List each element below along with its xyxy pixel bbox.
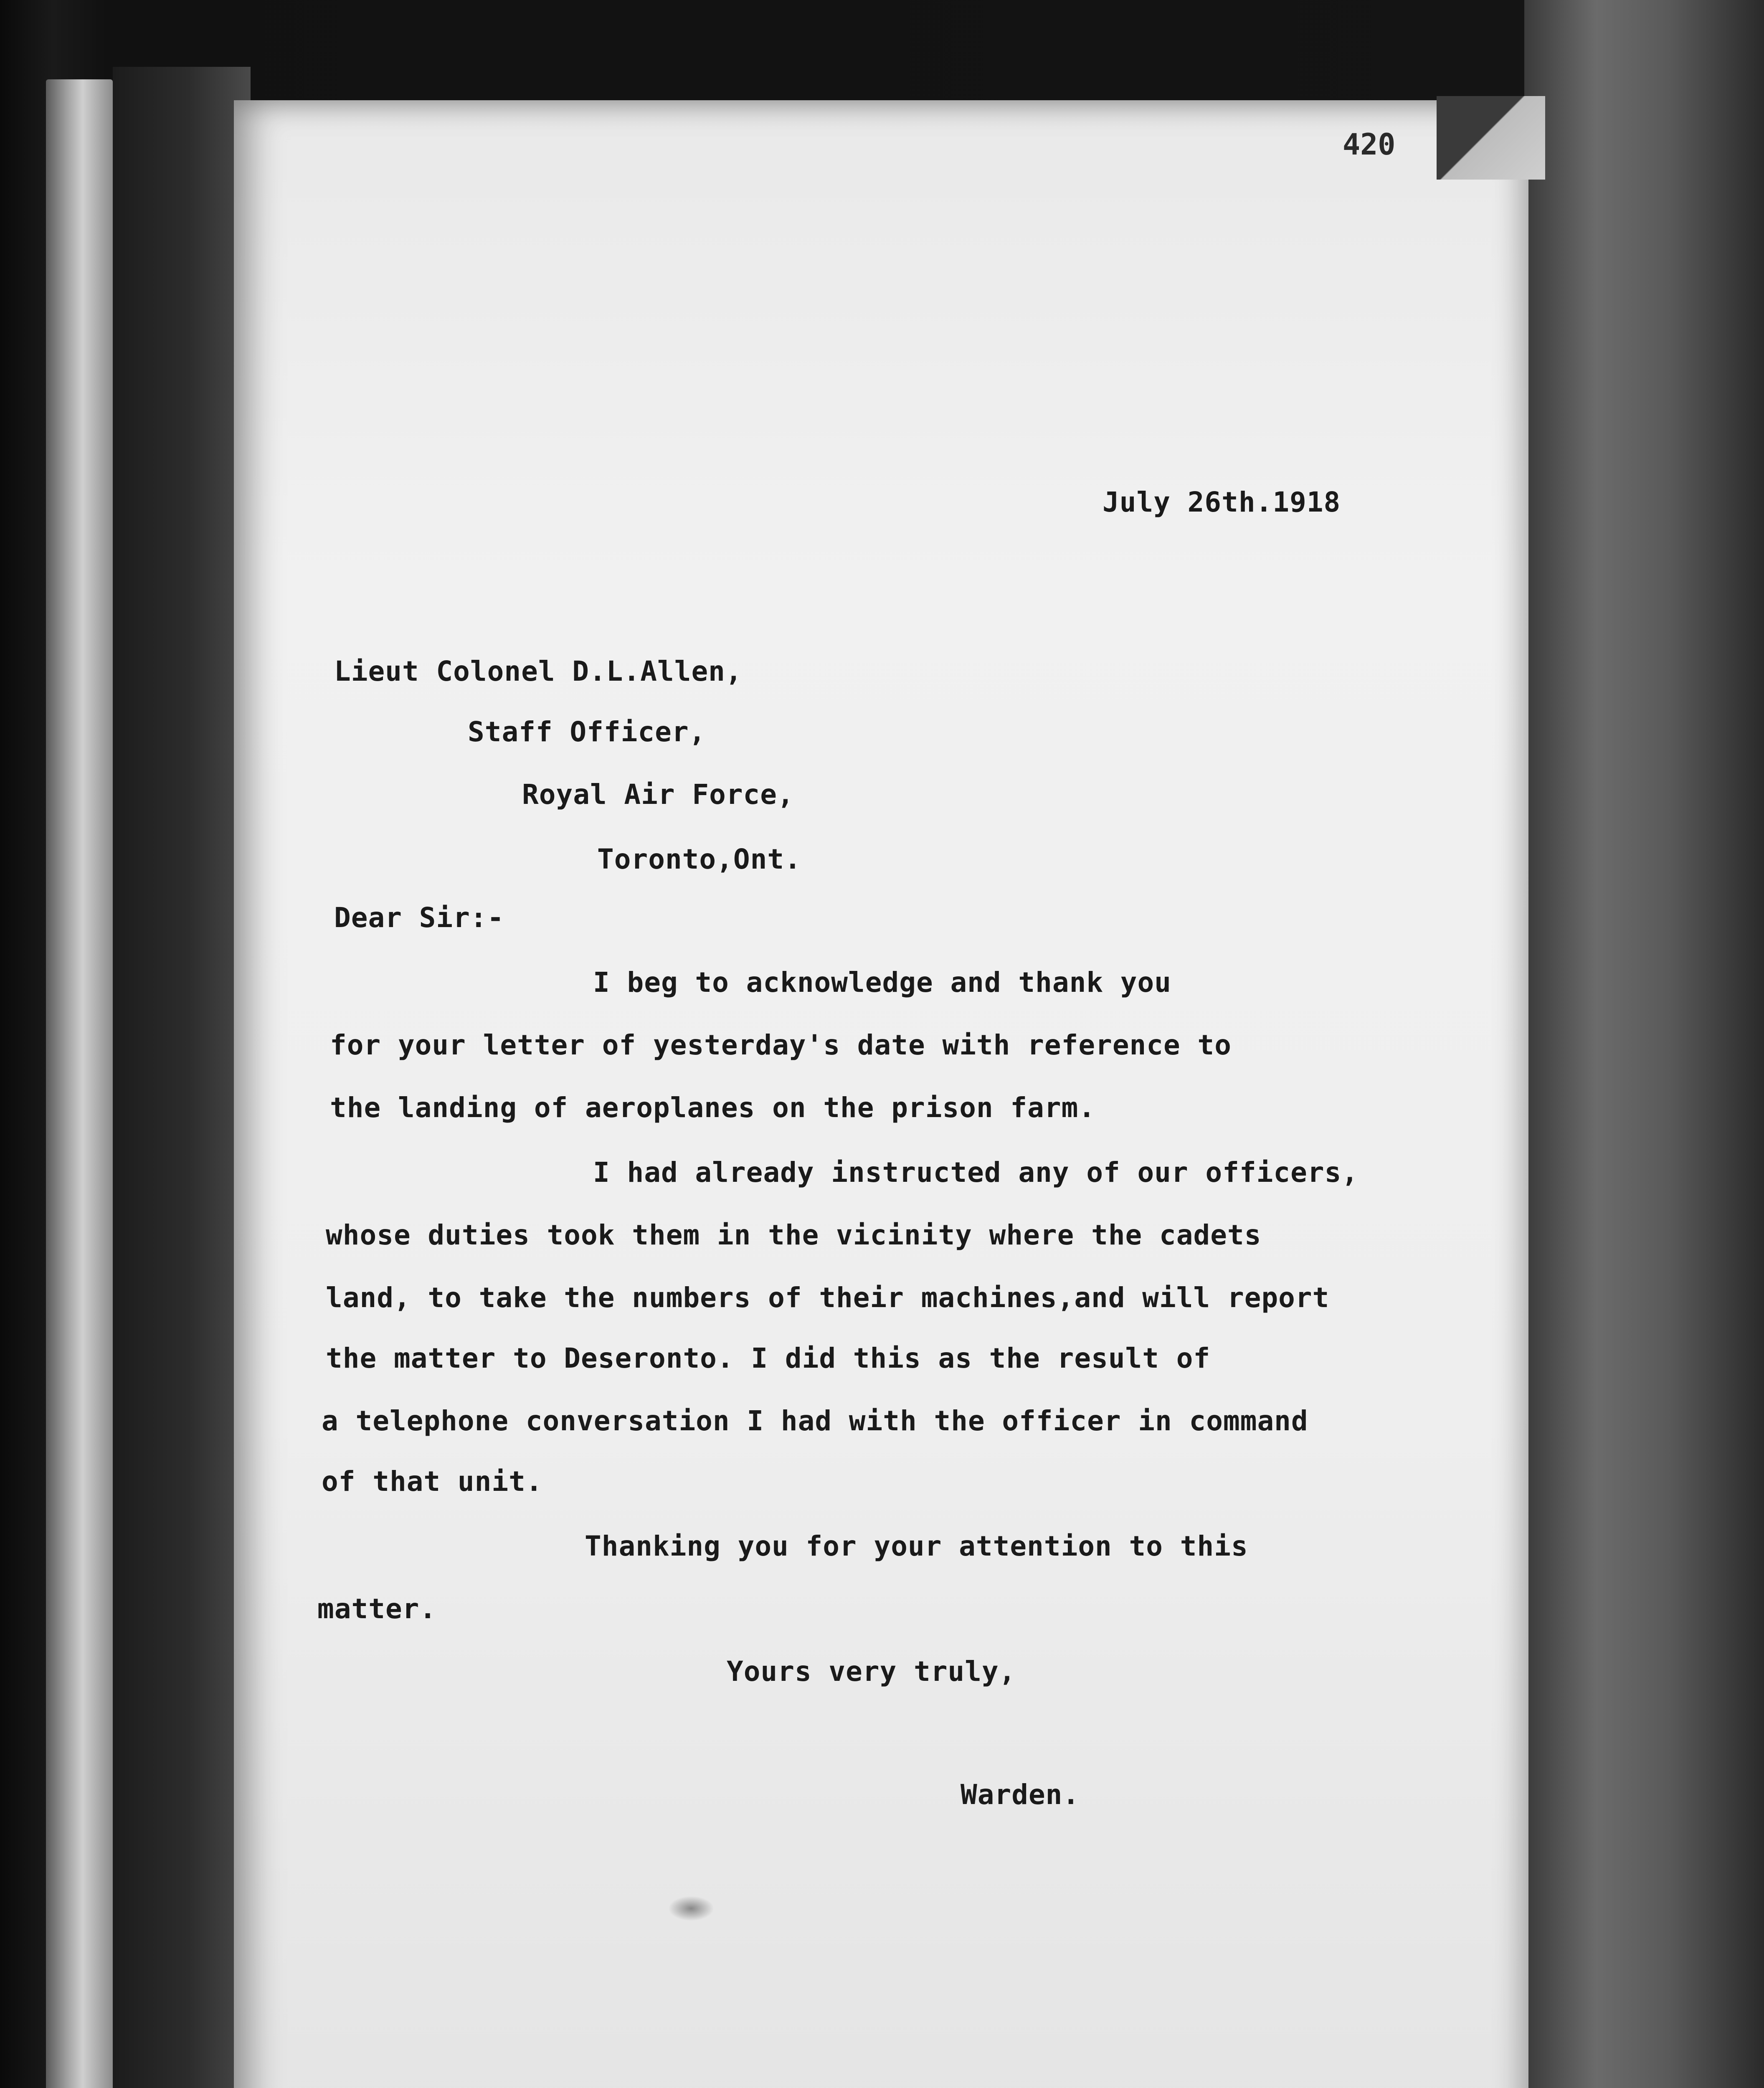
page-corner xyxy=(1437,96,1545,180)
recipient-line-3: Royal Air Force, xyxy=(522,778,794,811)
binder-shadow xyxy=(113,67,251,2088)
page-number: 420 xyxy=(1343,127,1396,162)
body-line-6: land, to take the numbers of their machines,and will report xyxy=(326,1282,1330,1314)
body-line-3: the landing of aeroplanes on the prison farm. xyxy=(330,1092,1096,1124)
body-line-11: matter. xyxy=(317,1593,437,1625)
body-line-9: of that unit. xyxy=(322,1465,543,1498)
recipient-line-1: Lieut Colonel D.L.Allen, xyxy=(334,655,743,687)
body-line-5: whose duties took them in the vicinity where the cadets xyxy=(326,1219,1262,1251)
letter-date: July 26th.1918 xyxy=(1102,486,1341,518)
body-line-10: Thanking you for your attention to this xyxy=(585,1530,1248,1562)
closing: Yours very truly, xyxy=(727,1655,1016,1688)
body-line-4: I had already instructed any of our officers, xyxy=(593,1156,1359,1188)
recipient-line-4: Toronto,Ont. xyxy=(597,843,801,875)
salutation: Dear Sir:- xyxy=(334,902,504,934)
body-line-1: I beg to acknowledge and thank you xyxy=(593,966,1172,998)
ink-smudge xyxy=(668,1896,714,1921)
body-line-8: a telephone conversation I had with the officer in command xyxy=(322,1405,1308,1437)
binder-strip xyxy=(46,79,113,2088)
recipient-line-2: Staff Officer, xyxy=(468,716,706,748)
film-edge-right xyxy=(1524,0,1764,2088)
signature-title: Warden. xyxy=(961,1779,1080,1811)
body-line-2: for your letter of yesterday's date with reference to xyxy=(330,1029,1232,1061)
body-line-7: the matter to Deseronto. I did this as the result of xyxy=(326,1342,1211,1374)
